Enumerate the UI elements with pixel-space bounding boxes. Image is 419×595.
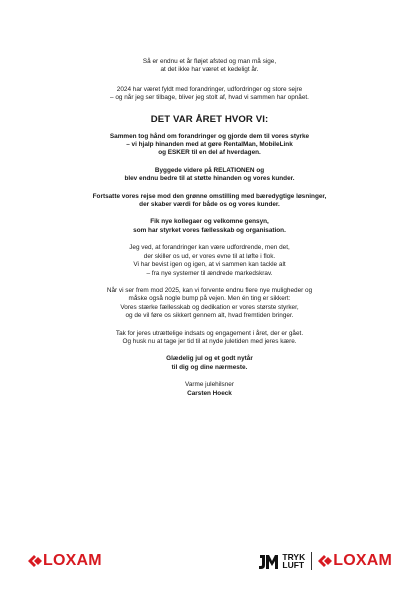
greeting: Glædelig jul og et godt nytår til dig og dine nærmeste.	[166, 355, 253, 371]
loxam-symbol-icon	[317, 554, 333, 568]
year-summary-paragraph: 2024 har været fyldt med forandringer, udfordringer og store sejre – og når jeg ser tilbage, bliver jeg stolt af, hvad vi sammen har opnået.	[110, 85, 309, 102]
loxam-symbol-icon	[27, 554, 43, 568]
footer-right-logos	[258, 550, 392, 572]
footer-logos	[0, 546, 419, 576]
signature-name: Carsten Hoeck	[187, 389, 232, 397]
jm-monogram-icon	[258, 552, 280, 570]
highlight-change: Sammen tog hånd om forandringer og gjorde dem til vores styrke – vi hjalp hinanden med at gøre RentalMan, MobileLink og ESKER til en del af hverdagen.	[109, 132, 310, 157]
signoff: Varme julehilsner Carsten Hoeck	[0, 381, 419, 398]
intro-paragraph: Så er endnu et år fløjet afsted og man må sige, at det ikke har været et kedeligt år.	[142, 58, 277, 74]
tryk-luft-text: TRYK LUFT	[282, 551, 306, 570]
logo-divider	[311, 552, 312, 570]
christmas-letter	[0, 58, 419, 398]
loxam-logo-text-right: LOXAM	[333, 552, 392, 569]
tryk-luft-logo	[258, 552, 305, 570]
headline: DET VAR ÅRET HVOR VI:	[150, 113, 269, 125]
highlight-relation: Byggede videre på RELATIONEN og blev endnu bedre til at støtte hinanden og vores kunder.	[124, 166, 295, 183]
loxam-logo-left	[27, 552, 102, 570]
thanks-paragraph: Tak for jeres utrættelige indsats og engagement i året, der er gået. Og husk nu at tage jer tid til at nyde juletiden med jeres kære.	[115, 329, 304, 345]
highlight-green-transition: Fortsatte vores rejse mod den grønne omstilling med bæredygtige løsninger, der skaber værdi for både os og vores kunder.	[92, 192, 327, 209]
loxam-logo-text: LOXAM	[43, 552, 102, 569]
outlook-paragraph: Når vi ser frem mod 2025, kan vi forvente endnu flere nye muligheder og måske også nogle bump på vejen. Men én ting er sikkert: Vores stærke fællesskab og dedikation er vores største styrker, og de vil føre os sikkert gennem alt, hvad fremtiden bringer.	[106, 286, 313, 320]
highlight-colleagues: Fik nye kollegaer og velkomne gensyn, som har styrket vores fællesskab og organisation.	[133, 218, 286, 234]
change-paragraph: Jeg ved, at forandringer kan være udfordrende, men det, der skiller os ud, er vores evne til at løfte i flok. Vi har bevist igen og igen, at vi sammen kan tackle alt – fra nye systemer til ændrede markedskrav.	[129, 244, 290, 277]
